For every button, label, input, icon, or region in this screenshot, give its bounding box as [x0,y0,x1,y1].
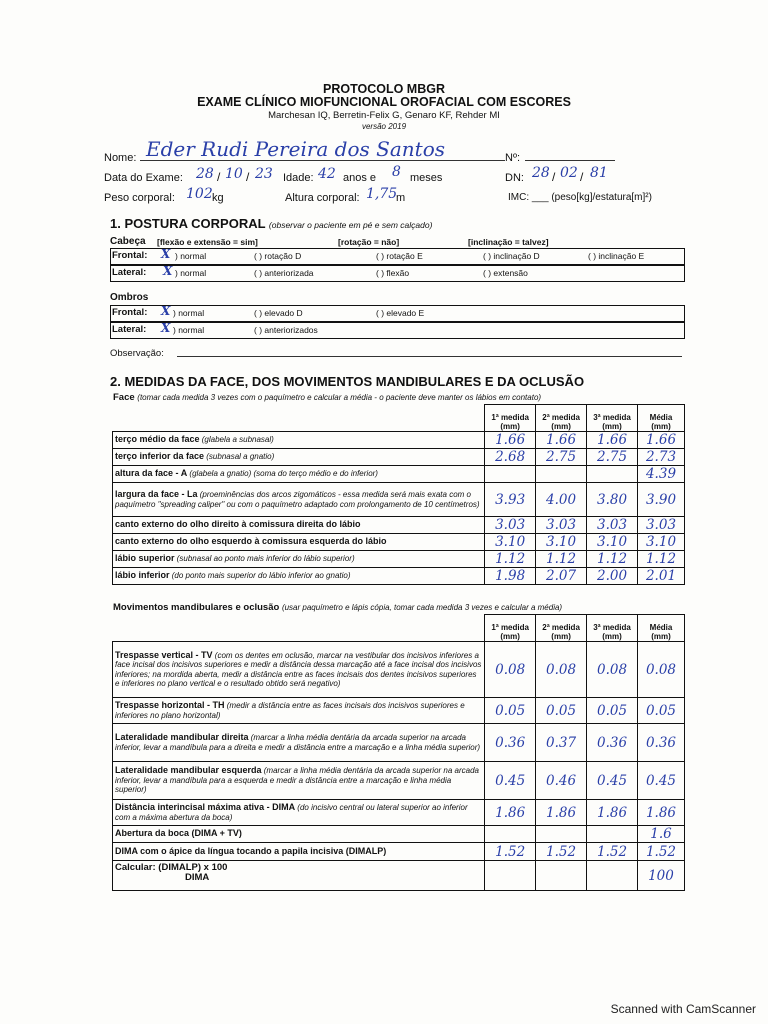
weight-label: Peso corporal: [104,192,175,204]
table-row: largura da face - La (proeminências dos arcos zigomáticos - essa medida será mais exata com o paquímetro "spreading caliper" ou com o paquímetro adaptado com prolongamento de 10 centímetros) 3.93 4.00 3.80 3.90 [113,483,685,517]
height-value: 1,75 [366,186,398,202]
head-note-1: [flexão e extensão = sim] [157,237,258,247]
mov-table [112,614,685,891]
mov-heading: Movimentos mandibulares e oclusão (usar paquímetro e lápis cópia, tomar cada medida 3 vezes e calcular a média) [113,602,563,613]
section1-title: 1. POSTURA CORPORAL (observar o paciente em pé e sem calçado) [110,216,433,231]
header-m1: 1ª medida (mm) [485,405,536,432]
shoulders-frontal-row: Frontal: X ) normal ( ) elevado D ( ) elevado E [110,305,685,322]
calc-row [113,861,685,891]
age-label: Idade: [283,172,314,184]
header-m3: 3ª medida (mm) [587,405,638,432]
exam-month: 10 [225,166,243,182]
form-title: PROTOCOLO MBGR [323,82,445,96]
months-label: meses [410,172,443,184]
dob-year: 81 [590,165,608,181]
weight-value: 102 [186,186,213,202]
face-table [112,404,685,585]
height-unit: m [396,192,406,204]
shoulders-frontal-check[interactable]: X [161,304,171,318]
table-row: Lateralidade mandibular direita (marcar a linha média dentária da arcada superior na arcada inferior, levar a mandíbula para a direita e medir a distância entre a marcação e a linha média superior) 0.36 0.37 0.36 0.36 [113,724,685,762]
table-row: canto externo do olho esquerdo à comissura esquerda do lábio 3.10 3.10 3.10 3.10 [113,534,685,551]
shoulders-lateral-row: Lateral: X ) normal ( ) anteriorizados [110,322,685,339]
table-row: canto externo do olho direito à comissura direita do lábio 3.03 3.03 3.03 3.03 [113,517,685,534]
face-table-header [113,405,685,432]
exam-day: 28 [196,166,214,182]
section2-title: 2. MEDIDAS DA FACE, DOS MOVIMENTOS MANDIBULARES E DA OCLUSÃO [110,374,585,389]
form-version: versão 2019 [361,122,407,131]
scanner-watermark: Scanned with CamScanner [610,1002,756,1016]
calc-result[interactable]: 100 [637,861,684,891]
age-years: 42 [318,166,336,182]
table-row: Distância interincisal máxima ativa - DIMA (do incisivo central ou lateral superior ao inferior com a máxima abertura da boca) 1.86 1.86 1.86 1.86 [113,800,685,826]
name-label: Nome: [104,152,137,164]
header-mean: Média (mm) [638,405,685,432]
calc-formula: Calcular: (DIMALP) x 100 [115,862,228,873]
name-value: Eder Rudi Pereira dos Santos [146,137,445,161]
exam-year: 23 [255,166,273,182]
mov-table-header: 1ª medida (mm) 2ª medida (mm) 3ª medida (mm) Média (mm) [113,615,685,642]
table-row: altura da face - A (glabela a gnatio) (soma do terço médio e do inferior) 4.39 [113,466,685,483]
table-row: lábio superior (subnasal ao ponto mais inferior do lábio superior) 1.12 1.12 1.12 1.12 [113,551,685,568]
years-label: anos e [343,172,377,184]
head-note-3: [inclinação = talvez] [468,237,549,247]
form-subtitle: EXAME CLÍNICO MIOFUNCIONAL OROFACIAL COM ESCORES [197,95,571,109]
head-label: Cabeça [110,236,146,247]
head-frontal-check[interactable]: X [161,247,171,261]
form-authors: Marchesan IQ, Berretin-Felix G, Genaro KF, Rehder MI [268,110,500,121]
calc-denominator: DIMA [185,871,210,883]
head-lateral-row: Lateral: X ) normal ( ) anteriorizada ( ) flexão ( ) extensão [110,265,685,282]
imc-label: IMC: ___ (peso[kg]/estatura[m]²) [508,192,652,203]
head-lateral-check[interactable]: X [163,264,173,278]
shoulders-label: Ombros [110,292,149,303]
head-frontal-row: Frontal: X ) normal ( ) rotação D ( ) rotação E ( ) inclinação D ( ) inclinação E [110,248,685,265]
weight-unit: kg [212,192,224,204]
shoulders-lateral-check[interactable]: X [161,321,171,335]
height-label: Altura corporal: [285,192,360,204]
table-row: terço inferior da face (subnasal a gnatio) 2.68 2.75 2.75 2.73 [113,449,685,466]
age-months: 8 [392,164,401,180]
observation-label: Observação: [110,348,164,359]
exam-date-label: Data do Exame: [104,172,183,184]
table-row: DIMA com o ápice da língua tocando a papila incisiva (DIMALP) 1.52 1.52 1.52 1.52 [113,843,685,861]
table-row: Trespasse vertical - TV (com os dentes em oclusão, marcar na vestibular dos incisivos inferiores a face incisal dos incisivos superiores e medir a distância dessa marcação até a face incisal dos incisivos inferiores; na mordida aberta, medir a distância entre as faces incisais dos dentes incisivos superiores e inferiores no plano vertical e o resultado obtido será negativo) 0.08 0.08 0.08 0.08 [113,642,685,698]
head-note-2: [rotação = não] [338,237,400,247]
table-row: Abertura da boca (DIMA + TV) 1.6 [113,826,685,843]
table-row: terço médio da face (glabela a subnasal) 1.66 1.66 1.66 1.66 [113,432,685,449]
header-m2: 2ª medida (mm) [536,405,587,432]
table-row: lábio inferior (do ponto mais superior do lábio inferior ao gnatio) 1.98 2.07 2.00 2.01 [113,568,685,585]
face-heading: Face (tomar cada medida 3 vezes com o paquímetro e calcular a média - o paciente deve manter os lábios em contato) [113,392,542,403]
dob-day: 28 [532,165,550,181]
number-label: Nº: [505,152,521,164]
dob-month: 02 [560,165,578,181]
dob-label: DN: [505,172,524,184]
table-row: Lateralidade mandibular esquerda (marcar a linha média dentária da arcada superior na arcada inferior, levar a mandíbula para a esquerda e medir a distância entre a marcação e linha média superior) 0.45 0.46 0.45 0.45 [113,762,685,800]
table-row: Trespasse horizontal - TH (medir a distância entre as faces incisais dos incisivos superiores e inferiores no plano horizontal) 0.05 0.05 0.05 0.05 [113,698,685,724]
